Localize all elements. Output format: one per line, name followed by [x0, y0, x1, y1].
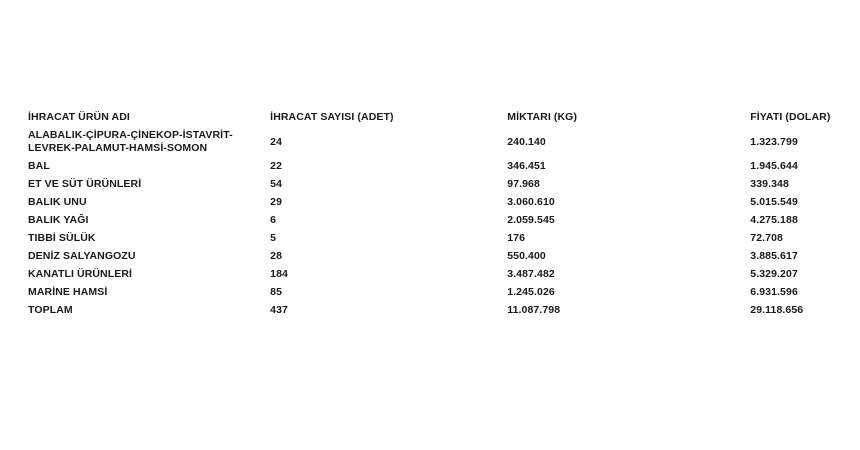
cell-export-count: 29 [270, 195, 283, 208]
cell-quantity-kg: 346.451 [507, 159, 546, 172]
header-product-name: İHRACAT ÜRÜN ADI [28, 111, 130, 123]
cell-total-kg: 11.087.798 [507, 303, 561, 316]
cell-price-usd: 72.708 [750, 231, 783, 244]
cell-product-name: TIBBİ SÜLÜK [28, 231, 96, 244]
table-row [28, 211, 860, 229]
cell-export-count: 22 [270, 159, 283, 172]
cell-export-count: 85 [270, 285, 283, 298]
table-row [28, 265, 860, 283]
cell-price-usd: 1.323.799 [750, 135, 798, 148]
cell-quantity-kg: 2.059.545 [507, 213, 555, 226]
cell-quantity-kg: 3.487.482 [507, 267, 555, 280]
cell-quantity-kg: 97.968 [507, 177, 540, 190]
table-row [28, 175, 860, 193]
table-row [28, 247, 860, 265]
table-row-total [28, 301, 860, 319]
cell-export-count: 184 [270, 267, 288, 280]
cell-product-name: MARİNE HAMSİ [28, 285, 108, 298]
cell-total-count: 437 [270, 303, 288, 316]
cell-quantity-kg: 176 [507, 231, 526, 244]
cell-export-count: 5 [270, 231, 277, 244]
cell-quantity-kg: 1.245.026 [507, 285, 555, 298]
cell-price-usd: 1.945.644 [750, 159, 798, 172]
cell-total-usd: 29.118.656 [750, 303, 804, 316]
cell-quantity-kg: 550.400 [507, 249, 546, 262]
table-row [28, 193, 860, 211]
cell-price-usd: 339.348 [750, 177, 789, 190]
header-export-count: İHRACAT SAYISI (ADET) [270, 111, 394, 123]
table-row [28, 127, 860, 157]
cell-product-name: BAL [28, 159, 50, 172]
cell-quantity-kg: 240.140 [507, 135, 546, 148]
header-price-usd: FİYATI (DOLAR) [750, 111, 831, 123]
cell-price-usd: 6.931.596 [750, 285, 798, 298]
cell-price-usd: 5.015.549 [750, 195, 798, 208]
cell-product-name: ALABALIK-ÇİPURA-ÇİNEKOP-İSTAVRİT-LEVREK-PALAMUT-HAMSİ-SOMON [28, 129, 233, 154]
table-header [28, 109, 860, 127]
cell-price-usd: 4.275.188 [750, 213, 798, 226]
header-row [28, 109, 860, 127]
cell-product-name: KANATLI ÜRÜNLERİ [28, 267, 133, 280]
table-body [28, 127, 860, 319]
header-quantity-kg: MİKTARI (KG) [507, 111, 578, 123]
cell-product-name: BALIK YAĞI [28, 213, 89, 226]
table-row [28, 229, 860, 247]
cell-product-name: DENİZ SALYANGOZU [28, 249, 136, 262]
cell-export-count: 28 [270, 249, 283, 262]
cell-quantity-kg: 3.060.610 [507, 195, 555, 208]
cell-price-usd: 5.329.207 [750, 267, 798, 280]
table-row [28, 283, 860, 301]
table-row [28, 157, 860, 175]
export-table [28, 109, 860, 319]
cell-export-count: 24 [270, 135, 283, 148]
cell-export-count: 54 [270, 177, 283, 190]
cell-total-label: TOPLAM [28, 303, 73, 316]
cell-product-name: BALIK UNU [28, 195, 87, 208]
cell-product-name: ET VE SÜT ÜRÜNLERİ [28, 177, 142, 190]
cell-price-usd: 3.885.617 [750, 249, 798, 262]
cell-export-count: 6 [270, 213, 277, 226]
